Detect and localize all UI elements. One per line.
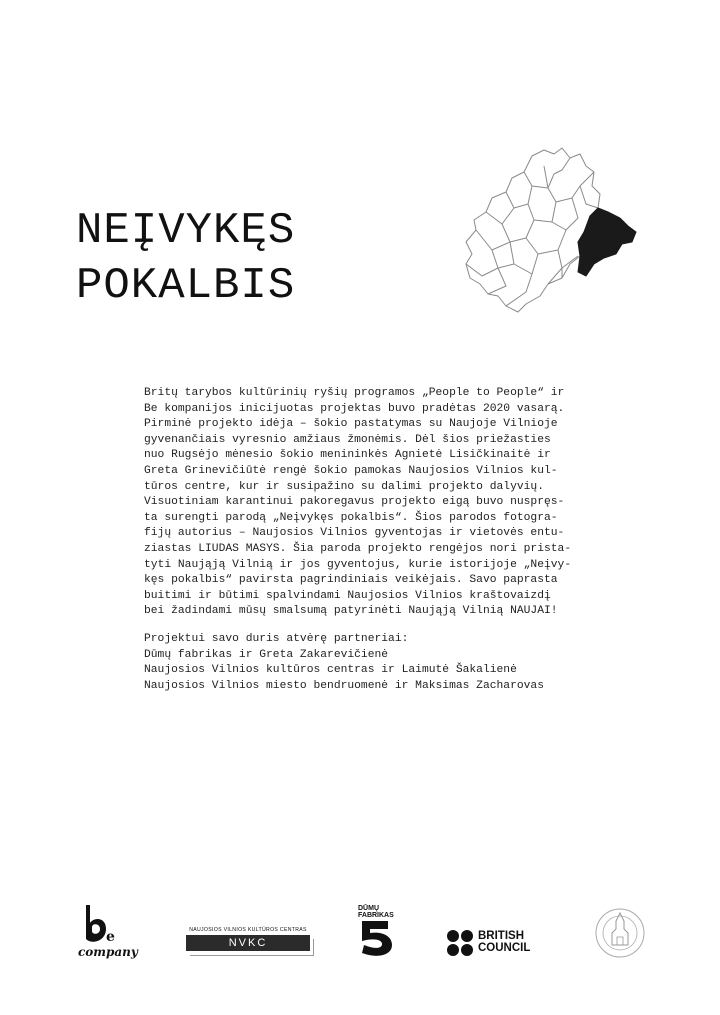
british-council-logo: [446, 929, 546, 957]
five-numeral-icon: [358, 919, 394, 957]
page-title: [76, 204, 295, 314]
be-letter-icon: [76, 903, 136, 947]
dumu-label-1: DŪMŲ: [358, 905, 379, 912]
partners-heading: Projektui savo duris atvėrę partneriai:: [144, 633, 409, 645]
svg-text:e: e: [106, 929, 115, 945]
nvkc-caption: NAUJOSIOS VILNIOS KULTŪROS CENTRAS: [189, 927, 307, 933]
dumu-fabrikas-logo: [358, 905, 398, 961]
partner-item: Dūmų fabrikas ir Greta Zakarevičienė: [144, 648, 389, 661]
nvkc-logo: [186, 927, 310, 951]
nvkc-box: NVKC: [186, 935, 310, 951]
church-seal-icon: [594, 907, 646, 959]
partner-item: Naujosios Vilnios kultūros centras ir Laimutė Šakalienė: [144, 664, 517, 677]
be-company-text: company: [78, 945, 138, 959]
british-council-line-1: BRITISH: [478, 930, 524, 942]
partners-list: [144, 632, 624, 694]
partner-item: Naujosios Vilnios miesto bendruomenė ir Maksimas Zacharovas: [144, 679, 544, 692]
british-council-dots-icon: [446, 929, 474, 957]
title-line-2: POKALBIS: [76, 261, 296, 311]
dumu-label-2: FABRIKAS: [358, 912, 394, 919]
be-company-logo: [76, 903, 136, 965]
sponsor-logos: [0, 895, 720, 975]
community-seal-logo: [594, 907, 646, 959]
description-paragraph: Britų tarybos kultūrinių ryšių programos „People to People“ ir Be kompanijos inicijuotas projektas buvo pradėtas 2020 vasarą. Pirminė projekto idėja – šokio pastatymas su Naujoje Vilnioje gyvenančiais vyresnio amžiaus žmonėmis. Dėl šios priežasties nuo Rugsėjo mėnesio šokio menininkės Agnietė Lisičkinaitė ir Greta Grinevičiūtė rengė šokio pamokas Naujosios Vilnios kul- tūros centre, kur ir susipažino su dalimi projekto dalyvių. Visuotiniam karantinui pakoregavus projekto eigą buvo nuspręs- ta surengti parodą „Neįvykęs pokalbis“. Šios parodos fotogra- fijų autorius – Naujosios Vilnios gyventojas ir vietovės entu- ziastas LIUDAS MASYS. Šia paroda projekto rengėjos nori pristа- tyti Naująją Vilnią ir jos gyventojus, kurie istorijoje „Neįvy- kęs pokalbis“ pavirsta pagrindiniais veikėjais. Savo paprasta buitimi ir būtimi spalvindami Naujosios Vilnios kraštovaizdį bei žadindami mūsų smalsumą patyrinėti Naująją Vilnią NAUJAI!: [144, 387, 572, 618]
district-map-icon: [462, 146, 640, 314]
british-council-text: [478, 930, 530, 954]
british-council-line-2: COUNCIL: [478, 942, 531, 954]
title-line-1: NEĮVYKĘS: [76, 206, 296, 256]
project-description: [144, 386, 624, 620]
